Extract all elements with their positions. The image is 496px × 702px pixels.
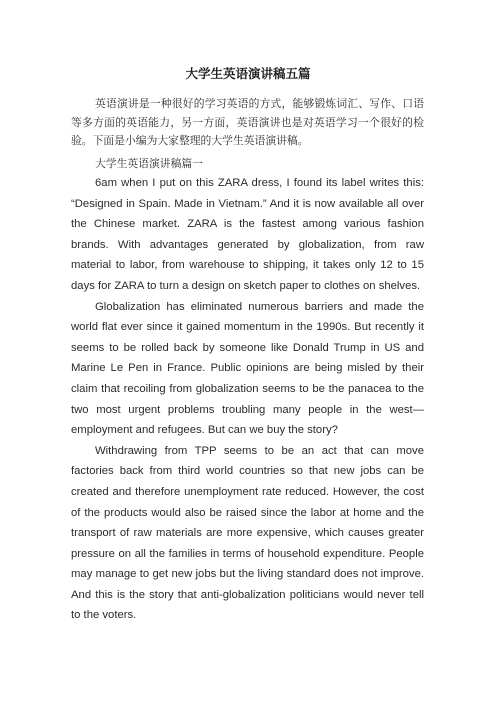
document-body: [71, 95, 424, 626]
document-title: 大学生英语演讲稿五篇: [185, 66, 311, 81]
body-paragraph-1: 6am when I put on this ZARA dress, I found its label writes this: “Designed in Spain. Made in Vietnam.” And it is now available all over the Chinese market. ZARA is the fastest among various fashion brands. With advantages generated by globalization, from raw material to labor, from warehouse to shipping, it takes only 12 to 15 days for ZARA to turn a design on sketch paper to clothes on shelves.: [71, 177, 424, 292]
body-paragraph-3: Withdrawing from TPP seems to be an act that can move factories back from third world countries so that new jobs can be created and therefore unemployment rate reduced. However, the cost of the products would also be raised since the labor at home and the transport of raw materials are more expensive, which causes greater pressure on all the families in terms of household expenditure. People may manage to get new jobs but the living standard does not improve. And this is the story that anti-globalization politicians would never tell to the voters.: [71, 444, 424, 622]
section-heading: 大学生英语演讲稿篇一: [95, 156, 203, 170]
body-paragraph-2: Globalization has eliminated numerous barriers and made the world flat ever since it gained momentum in the 1990s. But recently it seems to be rolled back by someone like Donald Trump in US and Marine Le Pen in France. Public opinions are being misled by their claim that recoiling from globalization seems to be the panacea to the two most urgent problems troubling many people in the west—employment and refugees. But can we buy the story?: [71, 300, 424, 437]
intro-paragraph: 英语演讲是一种很好的学习英语的方式，能够锻炼词汇、写作、口语等多方面的英语能力，另一方面，英语演讲也是对英语学习一个很好的检验。下面是小编为大家整理的大学生英语演讲稿。: [71, 97, 424, 147]
